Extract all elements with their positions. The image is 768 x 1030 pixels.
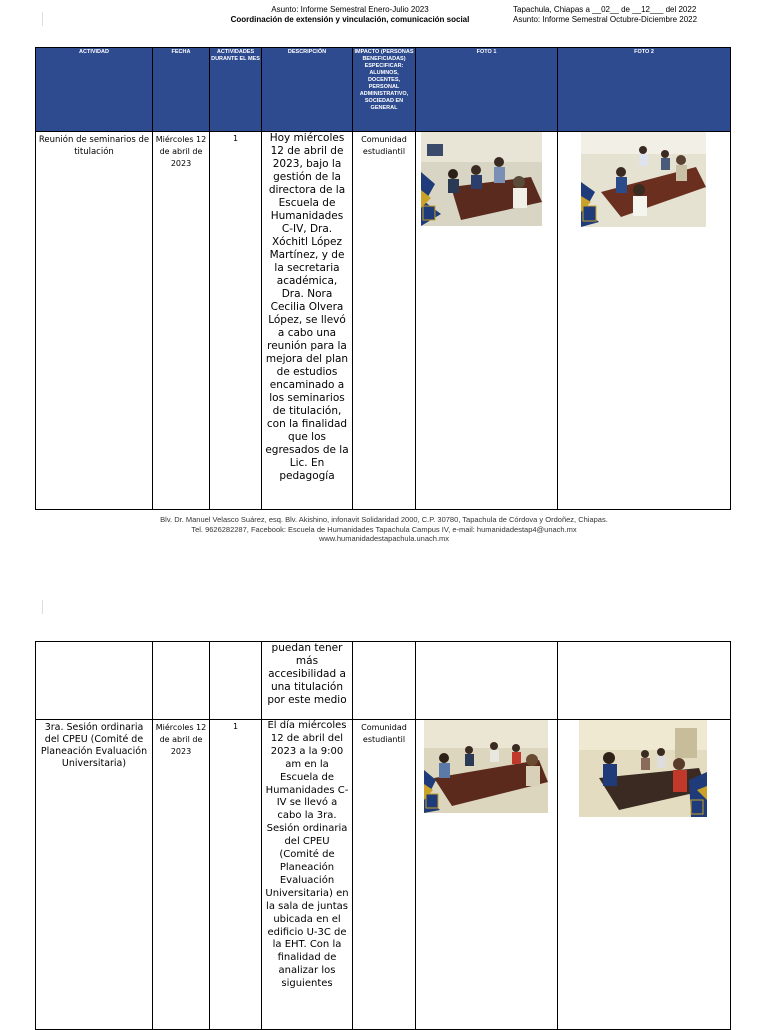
photo1-cell bbox=[416, 720, 558, 1030]
photo2-cell bbox=[558, 132, 731, 510]
meeting-photo bbox=[581, 132, 706, 227]
meeting-photo-image bbox=[424, 720, 548, 813]
meeting-photo-image bbox=[579, 720, 707, 817]
count-cell: 1 bbox=[210, 132, 262, 510]
col-header-descripcion: DESCRIPCIÓN bbox=[262, 48, 353, 132]
description-text: El día miércoles 12 de abril del 2023 a la 9:00 am en la Escuela de Humanidades C-IV se llevó a cabo la 3ra. Sesión ordinaria del CPEU (Comité de Planeación Evaluación Universitaria) en la sala de juntas ubicada en el edificio U-3C de la EHT. Con la finalidad de analizar los siguientes bbox=[265, 720, 349, 990]
description-cell-continued: puedan tener más accesibilidad a una titulación por este medio bbox=[262, 642, 353, 720]
document-footer bbox=[0, 515, 768, 544]
table-row bbox=[36, 642, 731, 720]
meeting-photo bbox=[421, 132, 542, 226]
date-cell bbox=[153, 642, 210, 720]
activity-cell: 3ra. Sesión ordinaria del CPEU (Comité de Planeación Evaluación Universitaria) bbox=[36, 720, 153, 1030]
activities-table-page1 bbox=[35, 47, 731, 510]
document-header bbox=[200, 5, 500, 25]
count-cell bbox=[210, 642, 262, 720]
description-cell bbox=[262, 132, 353, 510]
impact-cell bbox=[353, 642, 416, 720]
footer-address: Blv. Dr. Manuel Velasco Suárez, esq. Blv. Akishino, infonavit Solidaridad 2000, C.P. 30780, Tapachula de Córdova y Ordoñez, Chiapas. bbox=[160, 515, 608, 524]
page-edge-mark bbox=[42, 600, 43, 614]
impact-cell: Comunidad estudiantil bbox=[353, 132, 416, 510]
activity-cell: Reunión de seminarios de titulación bbox=[36, 132, 153, 510]
date-cell: Miércoles 12 de abril de 2023 bbox=[153, 132, 210, 510]
header-place-date: Tapachula, Chiapas a __02__ de __12___ del 2022 bbox=[513, 5, 697, 14]
meeting-photo-image bbox=[581, 132, 706, 227]
meeting-photo-image bbox=[421, 132, 542, 226]
photo1-cell bbox=[416, 642, 558, 720]
footer-contact: Tel. 9626282287, Facebook: Escuela de Humanidades Tapachula Campus IV, e-mail: humanidadestap4@unach.mx bbox=[191, 524, 577, 534]
header-department-line: Coordinación de extensión y vinculación, comunicación social bbox=[230, 15, 470, 24]
meeting-photo bbox=[579, 720, 707, 817]
footer-website: www.humanidadestapachula.unach.mx bbox=[318, 534, 450, 543]
photo2-cell bbox=[558, 720, 731, 1030]
table-header-row bbox=[36, 48, 731, 132]
description-text: Hoy miércoles 12 de abril de 2023, bajo la gestión de la directora de la Escuela de Humanidades C-IV, Dra. Xóchitl López Martínez, y de la secretaria académica, Dra. Nora Cecilia Olvera López, se llevó a cabo una reunión para la mejora del plan de estudios encaminado a los seminarios de titulación, con la finalidad que los egresados de la Lic. En pedagogía bbox=[265, 132, 349, 482]
photo2-cell bbox=[558, 642, 731, 720]
photo1-cell bbox=[416, 132, 558, 510]
table-row bbox=[36, 132, 731, 510]
impact-cell: Comunidad estudiantil bbox=[353, 720, 416, 1030]
header-subject-right: Asunto: Informe Semestral Octubre-Diciembre 2022 bbox=[513, 15, 698, 24]
header-subject-line: Asunto: Informe Semestral Enero-Julio 2023 bbox=[271, 5, 429, 14]
col-header-fecha: FECHA bbox=[153, 48, 210, 132]
activities-table-page2 bbox=[35, 641, 731, 1030]
date-cell: Miércoles 12 de abril de 2023 bbox=[153, 720, 210, 1030]
col-header-actividad: ACTIVIDAD bbox=[36, 48, 153, 132]
col-header-impacto: IMPACTO (PERSONAS BENEFICIADAS) ESPECIFICAR: ALUMNOS, DOCENTES, PERSONAL ADMINISTRATIVO, SOCIEDAD EN GENERAL bbox=[353, 48, 416, 132]
col-header-foto1: FOTO 1 bbox=[416, 48, 558, 132]
col-header-actividades: ACTIVIDADES DURANTE EL MES bbox=[210, 48, 262, 132]
page-edge-mark bbox=[42, 12, 43, 26]
description-cell bbox=[262, 720, 353, 1030]
meeting-photo bbox=[424, 720, 548, 813]
document-header-right bbox=[513, 5, 753, 25]
col-header-foto2: FOTO 2 bbox=[558, 48, 731, 132]
table-row bbox=[36, 720, 731, 1030]
count-cell: 1 bbox=[210, 720, 262, 1030]
activity-cell bbox=[36, 642, 153, 720]
